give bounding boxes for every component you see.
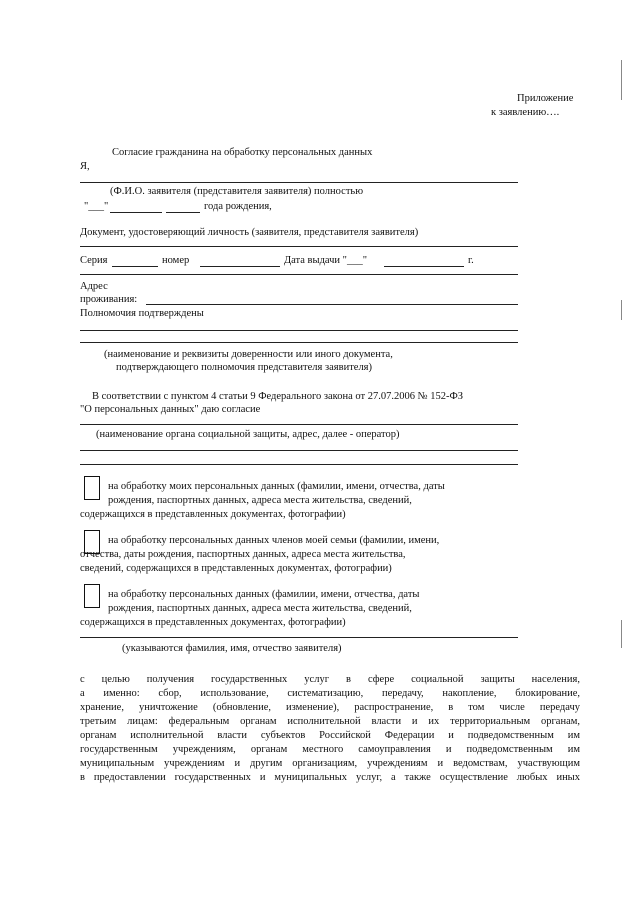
option-family-line3: сведений, содержащихся в представленных документах, фотографии)	[80, 563, 392, 574]
consent-own-data-checkbox[interactable]	[84, 476, 100, 500]
law-text-line2: "О персональных данных" даю согласие	[80, 404, 261, 415]
authority-field-2[interactable]	[80, 342, 518, 343]
birth-quote-blank: "___"	[84, 201, 109, 212]
purpose-line: а именно: сбор, использование, систематизацию, передачу, накопление, блокирование,	[80, 688, 580, 699]
issue-year-suffix: г.	[468, 255, 474, 266]
consent-other-data-checkbox[interactable]	[84, 584, 100, 608]
applicant-field[interactable]	[80, 637, 518, 638]
fio-caption: (Ф.И.О. заявителя (представителя заявителя) полностью	[110, 186, 364, 197]
option-other-line1: на обработку персональных данных (фамилии, имени, отчества, даты	[108, 589, 420, 600]
operator-caption: (наименование органа социальной защиты, адрес, далее - оператор)	[96, 429, 400, 440]
issue-date-label: Дата выдачи "___"	[284, 255, 367, 266]
purpose-line: в предоставлении государственных и муниципальных услуг, а также осуществление любых иных	[80, 772, 580, 783]
purpose-line: органам исполнительной власти субъектов Российской Федерации и подведомственным им	[80, 730, 580, 741]
operator-field-3[interactable]	[80, 464, 518, 465]
purpose-line: хранение, уничтожение (обновление, изменение), распространение, в том числе передачу	[80, 702, 580, 713]
option-family-line1: на обработку персональных данных членов моей семьи (фамилии, имени,	[108, 535, 440, 546]
document-field-line[interactable]	[80, 246, 518, 247]
operator-field-2[interactable]	[80, 450, 518, 451]
purpose-line: муниципальным учреждениям и другим организациям, учреждениям и ведомствам, участвующим	[80, 758, 580, 769]
appendix-label: Приложение	[517, 93, 574, 104]
scan-edge-mark	[621, 300, 622, 320]
birth-month-field[interactable]	[110, 212, 162, 213]
ya-label: Я,	[80, 161, 90, 172]
option-family-line2: отчества, даты рождения, паспортных данных, адреса места жительства,	[80, 549, 406, 560]
option-other-line2: рождения, паспортных данных, адреса места жительства, сведений,	[108, 603, 412, 614]
applicant-caption: (указываются фамилия, имя, отчество заявителя)	[122, 643, 342, 654]
operator-field[interactable]	[80, 424, 518, 425]
option-other-line3: содержащихся в представленных документах, фотографии)	[80, 617, 346, 628]
option-own-line1: на обработку моих персональных данных (фамилии, имени, отчества, даты	[108, 481, 445, 492]
passport-extra-line[interactable]	[80, 274, 518, 275]
residence-label: проживания:	[80, 294, 138, 305]
fio-field-line[interactable]	[80, 182, 518, 183]
poa-caption-line1: (наименование и реквизиты доверенности или иного документа,	[104, 349, 393, 360]
purpose-line: государственным учреждениям, органам местного самоуправления и подведомственным им	[80, 744, 580, 755]
number-label: номер	[162, 255, 190, 266]
authority-field-1[interactable]	[80, 330, 518, 331]
address-field[interactable]	[146, 304, 518, 305]
option-own-line2: рождения, паспортных данных, адреса места жительства, сведений,	[108, 495, 412, 506]
authority-label: Полномочия подтверждены	[80, 308, 204, 319]
to-statement-label: к заявлению….	[491, 107, 560, 118]
number-field[interactable]	[200, 266, 280, 267]
birth-year-field[interactable]	[166, 212, 200, 213]
scan-edge-mark	[621, 60, 622, 100]
document-title: Согласие гражданина на обработку персональных данных	[112, 147, 373, 158]
address-label: Адрес	[80, 281, 108, 292]
poa-caption-line2: подтверждающего полномочия представителя заявителя)	[116, 362, 373, 373]
document-label: Документ, удостоверяющий личность (заявителя, представителя заявителя)	[80, 227, 419, 238]
series-field[interactable]	[112, 266, 158, 267]
purpose-line: с целью получения государственных услуг в сфере социальной защиты населения,	[80, 674, 580, 685]
option-own-line3: содержащихся в представленных документах, фотографии)	[80, 509, 346, 520]
series-label: Серия	[80, 255, 108, 266]
scan-edge-mark	[621, 620, 622, 648]
law-text-line1: В соответствии с пунктом 4 статьи 9 Федерального закона от 27.07.2006 № 152-ФЗ	[92, 391, 464, 402]
purpose-line: третьим лицам: федеральным органам исполнительной власти и их территориальным органам,	[80, 716, 580, 727]
issue-date-field[interactable]	[384, 266, 464, 267]
birth-year-label: года рождения,	[204, 201, 272, 212]
